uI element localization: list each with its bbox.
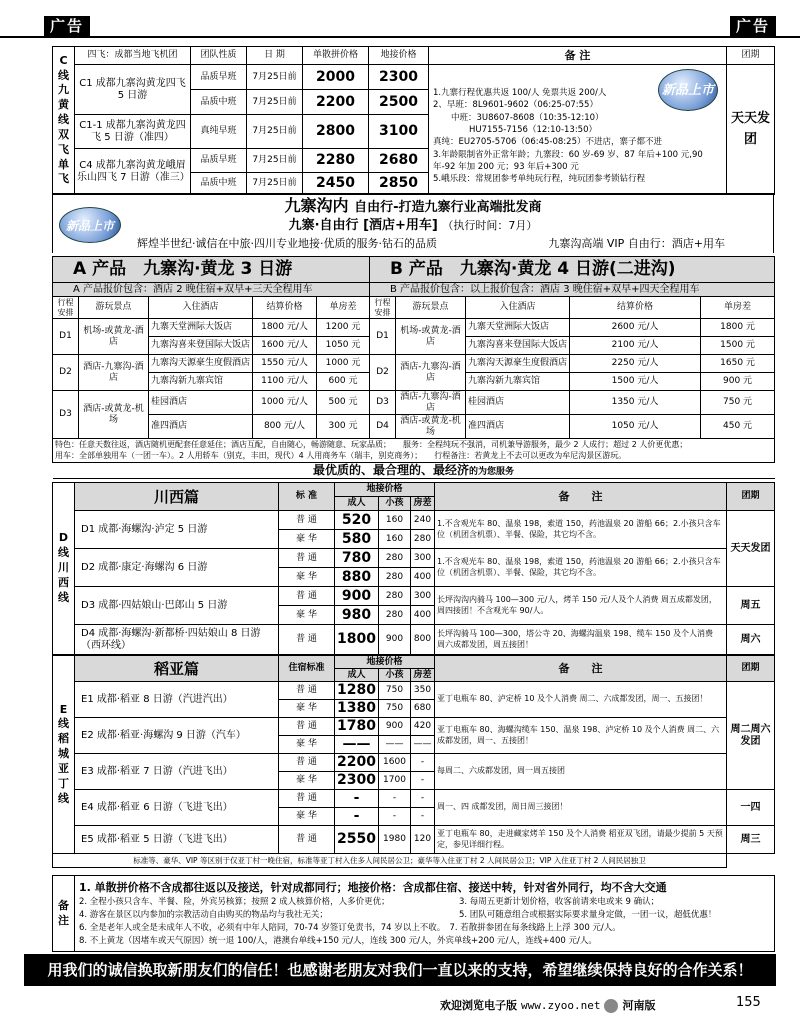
- e-head-notes: 备 注: [435, 656, 727, 682]
- d-child: 160: [379, 511, 411, 530]
- c-header-price: 单散拼价格: [303, 47, 369, 65]
- e-child: 900: [379, 718, 411, 736]
- e-std: 普 通: [279, 826, 335, 854]
- c-notes: [429, 65, 727, 195]
- page-footer: [440, 997, 655, 1013]
- mid-new-badge: 新品上市: [59, 207, 121, 243]
- section-e-title: 稻亚篇: [75, 656, 279, 682]
- a-spot: 酒店-或黄龙-机场: [79, 391, 149, 439]
- section-d-title: 川西篇: [75, 483, 279, 511]
- section-products: [52, 256, 774, 479]
- c-header-type: 团队性质: [191, 47, 247, 65]
- c-note-line: 2、早班：8L9601-9602（06:25-07:55）: [433, 100, 598, 111]
- note-row: [79, 896, 770, 909]
- d-std: 豪 华: [279, 568, 335, 587]
- a-price: 1000 元/人: [253, 391, 317, 415]
- b-price: 1050 元/人: [570, 415, 701, 439]
- b-price: 2100 元/人: [570, 337, 701, 355]
- a-head-price: 结算价格: [253, 297, 317, 319]
- c-date: 7月25日前: [247, 90, 303, 115]
- d-std: 普 通: [279, 587, 335, 606]
- d-room: 800: [411, 625, 435, 655]
- notes-body: [75, 876, 775, 952]
- e-room: 350: [411, 682, 435, 700]
- section-d: [52, 482, 774, 655]
- e-std: 豪 华: [279, 700, 335, 718]
- b-hotel: 九寨沟天源豪生度假酒店: [466, 355, 570, 373]
- d-note: 长坪沟骑马 100—300，塔公寺 20、海螺沟温泉 198、缆车 150 及个人消费 周六成都发团，周五接团！: [435, 625, 727, 655]
- e-schedule: 周二周六发团: [727, 682, 775, 790]
- product-b-title: B 产品 九寨沟·黄龙 4 日游(二进沟): [370, 257, 775, 283]
- b-head-day: 行程安排: [370, 297, 396, 319]
- a-day: D2: [53, 355, 79, 391]
- b-price: 2600 元/人: [570, 319, 701, 337]
- c-route: C1 成都九寨沟黄龙四飞 5 日游: [75, 65, 191, 115]
- note-line: 5. 团队可随意组合或根据实际要求量身定做，一团一议，超低优惠！: [459, 909, 717, 920]
- ad-tag-left: 广告: [44, 16, 90, 36]
- d-route: D1 成都·海螺沟·泸定 5 日游: [75, 511, 279, 549]
- b-diff: 450 元: [701, 415, 775, 439]
- c-type: 品质中班: [191, 173, 247, 195]
- note-row: [79, 909, 770, 922]
- mid-sub-main: 九寨·自由行 [酒店+用车]: [288, 218, 438, 233]
- c-schedule: 天天发团: [727, 65, 775, 195]
- d-route: D2 成都·康定·海螺沟 6 日游: [75, 549, 279, 587]
- section-c-side-label: C线九黄线双飞单飞: [53, 47, 75, 195]
- d-note: 长坪沟沟内骑马 100—300 元/人，烤羊 150 元/人及个人消费 周五成都发团，周四接团！不含观光车 90/人。: [435, 587, 727, 625]
- b-diff: 1650 元: [701, 355, 775, 373]
- b-head-hotel: 入住酒店: [466, 297, 570, 319]
- a-diff: 600 元: [317, 373, 370, 391]
- d-adult: 1800: [335, 625, 379, 655]
- e-std: 豪 华: [279, 772, 335, 790]
- e-adult: 2550: [335, 826, 379, 854]
- d-head-room: 房差: [411, 497, 435, 511]
- mid-title-main: 九寨沟内: [284, 196, 349, 215]
- edition-logo-icon: [604, 999, 618, 1013]
- products-footer-line: 用车：全部单独用车（一团一车）。2 人用轿车（别克，丰田，现代）4 人用商务车（瑞丰，别克商务）； 行程备注：若黄龙上不去可以更改为牟尼沟景区游玩。: [55, 450, 627, 460]
- a-spot: 酒店-九寨沟-酒店: [79, 355, 149, 391]
- a-hotel: 准四酒店: [149, 415, 253, 439]
- products-table: [52, 256, 775, 479]
- c-date: 7月25日前: [247, 173, 303, 195]
- b-diff: 1800 元: [701, 319, 775, 337]
- a-hotel: 九寨沟新九寨宾馆: [149, 373, 253, 391]
- b-hotel: 准四酒店: [466, 415, 570, 439]
- e-room: -: [411, 772, 435, 790]
- c-local: 3100: [369, 115, 429, 149]
- b-diff: 750 元: [701, 391, 775, 415]
- e-note: 每周二、六成都发团，周一周五接团: [435, 754, 727, 790]
- c-note-line: HU7155-7156（12:10-13:50）: [469, 124, 598, 135]
- d-note: 1.不含观光车 80、温泉 198，索道 150，药池温泉 20 游船 66；2.小孩只含车位（机团含机票）、半餐、保险，其它均不含。: [435, 511, 727, 549]
- d-adult: 880: [335, 568, 379, 587]
- b-diff: 900 元: [701, 373, 775, 391]
- note-line: 1. 单散拼价格不含成都往返以及接送，针对成都同行；地接价格：含成都住宿、接送中转，针对省外同行，均不含大交通: [79, 880, 667, 894]
- section-d-table: [52, 482, 775, 655]
- a-price: 800 元/人: [253, 415, 317, 439]
- a-head-day: 行程安排: [53, 297, 79, 319]
- note-line: 4. 游客在景区以内参加的宗教活动自由购买的物品均与我社无关；: [79, 909, 328, 920]
- c-date: 7月25日前: [247, 115, 303, 149]
- mid-sub-note: （执行时间：7月）: [442, 219, 538, 232]
- e-room: -: [411, 790, 435, 808]
- c-price: 2000: [303, 65, 369, 90]
- b-hotel: 九寨沟新九寨宾馆: [466, 373, 570, 391]
- section-jiuzhai-free: [52, 193, 774, 253]
- e-note: 亚丁电瓶车 80、海螺沟缆车 150、温泉 198、泸定桥 10 及个人消费 周二、六成都发团，周一、五接团！: [435, 718, 727, 754]
- d-head-notes: 备 注: [435, 483, 727, 511]
- section-e-side-label: E线稻城亚丁线: [53, 656, 75, 854]
- d-head-standard: 标 准: [279, 483, 335, 511]
- d-adult: 580: [335, 530, 379, 549]
- d-room: 240: [411, 511, 435, 530]
- d-std: 豪 华: [279, 606, 335, 625]
- a-hotel: 九寨沟喜来登国际大饭店: [149, 337, 253, 355]
- d-adult: 900: [335, 587, 379, 606]
- c-route: C1-1 成都九寨沟黄龙四飞 5 日游（准四）: [75, 115, 191, 149]
- a-hotel: 九寨天堂洲际大饭店: [149, 319, 253, 337]
- e-adult: -: [335, 790, 379, 808]
- a-price: 1600 元/人: [253, 337, 317, 355]
- mid-title-rest: 自由行-打造九寨行业高端批发商: [354, 200, 542, 215]
- d-std: 普 通: [279, 625, 335, 655]
- e-route: E1 成都·稻亚 8 日游（汽进汽出）: [75, 682, 279, 718]
- e-head-adult: 成人: [335, 669, 379, 682]
- e-room: ——: [411, 736, 435, 754]
- e-child: ——: [379, 736, 411, 754]
- d-std: 普 通: [279, 511, 335, 530]
- mid-sub: [52, 217, 774, 235]
- products-footer: [53, 439, 775, 463]
- c-type: 品质中班: [191, 90, 247, 115]
- b-head-spot: 游玩景点: [396, 297, 466, 319]
- b-price: 2250 元/人: [570, 355, 701, 373]
- a-hotel: 九寨沟天源豪生度假酒店: [149, 355, 253, 373]
- b-diff: 1500 元: [701, 337, 775, 355]
- d-schedule: 周五: [727, 587, 775, 625]
- e-room: 420: [411, 718, 435, 736]
- d-child: 280: [379, 606, 411, 625]
- d-adult: 520: [335, 511, 379, 530]
- b-day: D3: [370, 391, 396, 415]
- a-day: D1: [53, 319, 79, 355]
- d-room: 400: [411, 568, 435, 587]
- e-adult: -: [335, 808, 379, 826]
- e-child: 750: [379, 700, 411, 718]
- section-e-table: [52, 655, 775, 868]
- e-child: 750: [379, 682, 411, 700]
- e-head-standard: 住宿标准: [279, 656, 335, 682]
- e-child: 1700: [379, 772, 411, 790]
- e-adult: 1380: [335, 700, 379, 718]
- c-type: 品质早班: [191, 149, 247, 173]
- e-child: 1600: [379, 754, 411, 772]
- ad-tag-right: 广告: [730, 16, 776, 36]
- c-note-line: 中班：3U8607-8608（10:35-12:10）: [451, 112, 604, 123]
- mid-slogan: 辉煌半世纪·诚信在中旅·四川专业地接·优质的服务·钻石的品质: [137, 237, 437, 250]
- e-head-local: 地接价格: [335, 656, 435, 669]
- section-c: [52, 46, 774, 195]
- c-note-line: 3.年龄限制省外正常年龄；九寨段：60 岁-69 岁、87 年后+100 元,90 年-92 年加 200 元；93 年后+300 元: [433, 149, 703, 172]
- tagline: [53, 463, 775, 479]
- d-route: D3 成都·四姑娘山·巴郎山 5 日游: [75, 587, 279, 625]
- d-head-local: 地接价格: [335, 483, 435, 497]
- d-adult: 980: [335, 606, 379, 625]
- a-head-diff: 单房差: [317, 297, 370, 319]
- a-diff: 1050 元: [317, 337, 370, 355]
- e-footnote: 标准等、豪华、VIP 等区别于仅亚丁村一晚住宿，标准等亚丁村入住多人间民居公卫；豪华等入住亚丁村 2 人间民居公卫；VIP 入住亚丁村 2 人间民居独卫: [53, 854, 727, 868]
- note-line: 8. 不上黄龙（因堵车或天气原因）统一退 100/人，港澳台单线+150 元/人，连线 300 元/人，外宾单线+200 元/人，连线+400 元/人。: [79, 936, 597, 947]
- e-adult: 1780: [335, 718, 379, 736]
- d-room: 300: [411, 549, 435, 568]
- d-child: 280: [379, 587, 411, 606]
- c-local: 2300: [369, 65, 429, 90]
- e-route: E2 成都·稻亚·海螺沟 9 日游（汽车）: [75, 718, 279, 754]
- e-adult: 2200: [335, 754, 379, 772]
- e-schedule: 一四: [727, 790, 775, 826]
- b-head-diff: 单房差: [701, 297, 775, 319]
- e-adult: 1280: [335, 682, 379, 700]
- b-spot: 机场-或黄龙-酒店: [396, 319, 466, 355]
- footer-url[interactable]: www.zyoo.net: [521, 999, 601, 1012]
- b-spot: 酒店-九寨沟-酒店: [396, 355, 466, 391]
- c-note-line: 1.九寨行程优惠共返 100/人 免票共返 200/人: [433, 88, 607, 98]
- product-b-sub: B 产品报价包含：以上报价包含：酒店 3 晚住宿+双早+四天全程用车: [370, 283, 775, 297]
- c-date: 7月25日前: [247, 65, 303, 90]
- tagline-main: 最优质的、最合理的、最经济: [313, 463, 470, 478]
- b-spot: 酒店-九寨沟-酒店: [396, 391, 466, 415]
- section-e: [52, 655, 774, 868]
- d-child: 280: [379, 549, 411, 568]
- product-a-sub: A 产品报价包含：酒店 2 晚住宿+双早+三天全程用车: [53, 283, 370, 297]
- section-d-side-label: D线川西线: [53, 483, 75, 655]
- c-header-notes: 备 注: [429, 47, 727, 65]
- d-std: 豪 华: [279, 530, 335, 549]
- b-day: D4: [370, 415, 396, 439]
- d-room: 400: [411, 606, 435, 625]
- b-head-price: 结算价格: [570, 297, 701, 319]
- b-price: 1500 元/人: [570, 373, 701, 391]
- c-header-route: 四飞：成都当地飞机团: [75, 47, 191, 65]
- d-child: 900: [379, 625, 411, 655]
- d-note: 1.不含观光车 80、温泉 198，索道 150，药池温泉 20 游船 66；2.小孩只含车位（机团含机票）、半餐、保险，其它均不含。: [435, 549, 727, 587]
- e-std: 豪 华: [279, 736, 335, 754]
- d-adult: 780: [335, 549, 379, 568]
- c-local: 2850: [369, 173, 429, 195]
- e-room: -: [411, 808, 435, 826]
- a-price: 1800 元/人: [253, 319, 317, 337]
- c-date: 7月25日前: [247, 149, 303, 173]
- note-line: 2. 全程小孩只含车、半餐、险，外宾另核算；按照 2 成人核算价格，人多价更优；: [79, 896, 390, 907]
- e-head-child: 小孩: [379, 669, 411, 682]
- c-header-local: 地接价格: [369, 47, 429, 65]
- mid-title: [52, 193, 774, 217]
- c-header-schedule: 团期: [727, 47, 775, 65]
- e-adult: 2300: [335, 772, 379, 790]
- c-note-line: 真纯：EU2705-5706（06:45-08:25）不进店，寨子都不进: [433, 137, 662, 148]
- b-price: 1350 元/人: [570, 391, 701, 415]
- c-route: C4 成都九寨沟黄龙峨眉乐山四飞 7 日游（准三）: [75, 149, 191, 195]
- tagline-tail: 的为您服务: [469, 467, 515, 478]
- d-schedule: 周六: [727, 625, 775, 655]
- a-price: 1100 元/人: [253, 373, 317, 391]
- e-child: 1980: [379, 826, 411, 854]
- section-notes: [52, 875, 774, 952]
- e-std: 普 通: [279, 790, 335, 808]
- c-type: 真纯早班: [191, 115, 247, 149]
- b-hotel: 桂园酒店: [466, 391, 570, 415]
- d-head-adult: 成人: [335, 497, 379, 511]
- e-std: 普 通: [279, 754, 335, 772]
- c-local: 2500: [369, 90, 429, 115]
- e-std: 豪 华: [279, 808, 335, 826]
- page-number: 155: [736, 995, 761, 1010]
- e-route: E4 成都·稻亚 6 日游（飞进飞出）: [75, 790, 279, 826]
- e-route: E3 成都·稻亚 7 日游（汽进飞出）: [75, 754, 279, 790]
- d-schedule: 天天发团: [727, 511, 775, 587]
- c-price: 2800: [303, 115, 369, 149]
- section-c-table: [52, 46, 775, 195]
- e-route: E5 成都·稻亚 5 日游（飞进飞出）: [75, 826, 279, 854]
- c-price: 2450: [303, 173, 369, 195]
- d-head-child: 小孩: [379, 497, 411, 511]
- c-type: 品质早班: [191, 65, 247, 90]
- e-room: 680: [411, 700, 435, 718]
- e-note: 亚丁电瓶车 80，走进藏家烤羊 150 及个人消费 稻亚双飞团，请最少提前 5 天预定，参见详细行程。: [435, 826, 727, 854]
- d-child: 280: [379, 568, 411, 587]
- e-room: 120: [411, 826, 435, 854]
- notes-side-label: 备注: [53, 876, 75, 952]
- b-hotel: 九寨天堂洲际大饭店: [466, 319, 570, 337]
- d-head-schedule: 团期: [727, 483, 775, 511]
- b-day: D1: [370, 319, 396, 355]
- e-adult: ——: [335, 736, 379, 754]
- a-head-spot: 游玩景点: [79, 297, 149, 319]
- a-day: D3: [53, 391, 79, 439]
- c-header-date: 日 期: [247, 47, 303, 65]
- c-note-line: 5.峨乐段：常规团参考单纯玩行程，纯玩团参考锁钻行程: [433, 174, 646, 185]
- slogan-banner: 用我们的诚信换取新朋友们的信任！也感谢老朋友对我们一直以来的支持，希望继续保持良好的合作关系！: [24, 954, 776, 986]
- a-price: 1550 元/人: [253, 355, 317, 373]
- d-route: D4 成都·海螺沟·新都桥·四姑娘山 8 日游（西环线）: [75, 625, 279, 655]
- a-diff: 1200 元: [317, 319, 370, 337]
- e-room: -: [411, 754, 435, 772]
- a-spot: 机场-或黄龙-酒店: [79, 319, 149, 355]
- header-rule: [0, 36, 800, 38]
- b-day: D2: [370, 355, 396, 391]
- e-head-schedule: 团期: [727, 656, 775, 682]
- c-local: 2680: [369, 149, 429, 173]
- footer-edition: 河南版: [622, 999, 656, 1012]
- new-product-badge: 新品上市: [658, 69, 718, 111]
- e-std: 普 通: [279, 682, 335, 700]
- e-note: 亚丁电瓶车 80、泸定桥 10 及个人消费 周二、六成都发团，周一、五接团！: [435, 682, 727, 718]
- d-room: 300: [411, 587, 435, 606]
- e-head-room: 房差: [411, 669, 435, 682]
- e-child: -: [379, 808, 411, 826]
- products-footer-line: 特色：任意天数往返，酒店随机更配套任意延住；酒店互配，自由随心，畅游随意、玩家品质； 服务：全程纯玩不强消，司机兼导游服务，最少 2 人成行；超过 2 人价更优惠；: [55, 440, 688, 450]
- mid-slogan-right: 九寨沟高端 VIP 自由行：酒店+用车: [548, 237, 725, 250]
- e-schedule: 周三: [727, 826, 775, 854]
- e-note: 周一、四 成都发团，周日周三接团！: [435, 790, 727, 826]
- note-line: 3. 每周五更新计划价格，收客前请来电或来 9 确认；: [459, 896, 660, 907]
- d-child: 160: [379, 530, 411, 549]
- c-price: 2200: [303, 90, 369, 115]
- a-diff: 500 元: [317, 391, 370, 415]
- d-room: 280: [411, 530, 435, 549]
- e-std: 普 通: [279, 718, 335, 736]
- footer-label: 欢迎浏览电子版: [440, 999, 517, 1012]
- e-child: -: [379, 790, 411, 808]
- a-hotel: 桂园酒店: [149, 391, 253, 415]
- note-line: 6. 全是老年人或全是未成年人不收，必须有中年人陪同，70-74 岁签订免责书，74 岁以上不收。 7. 若散拼参团在每条线路上上浮 300 元/人。: [79, 923, 621, 934]
- a-head-hotel: 入住酒店: [149, 297, 253, 319]
- c-price: 2280: [303, 149, 369, 173]
- a-diff: 1000 元: [317, 355, 370, 373]
- d-std: 普 通: [279, 549, 335, 568]
- notes-table: [52, 875, 775, 952]
- a-diff: 300 元: [317, 415, 370, 439]
- product-a-title: A 产品 九寨沟·黄龙 3 日游: [53, 257, 370, 283]
- b-spot: 酒店-或黄龙-机场: [396, 415, 466, 439]
- b-hotel: 九寨沟喜来登国际大饭店: [466, 337, 570, 355]
